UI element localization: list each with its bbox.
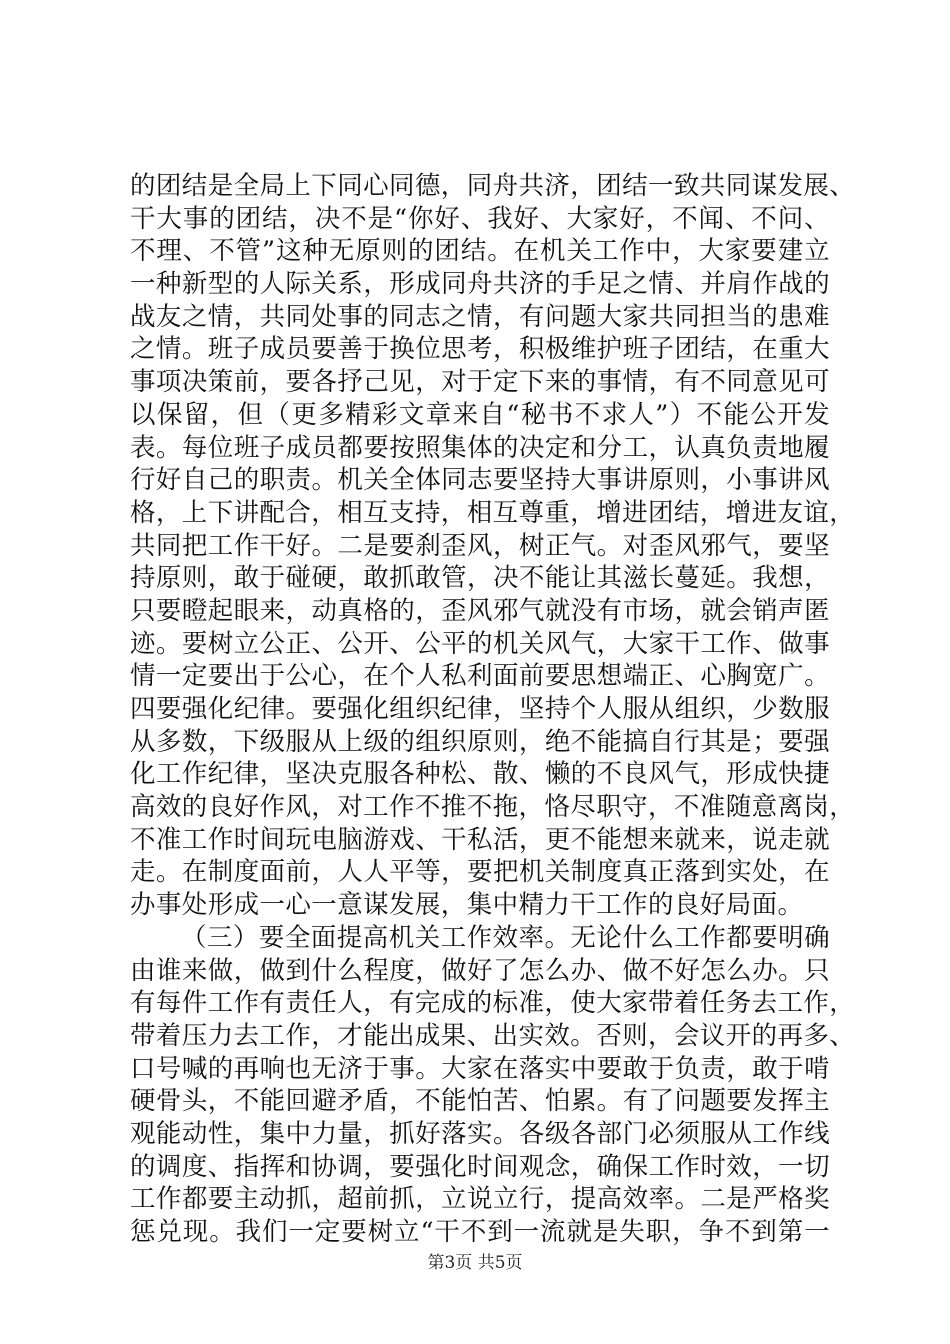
- text-line: 干大事的团结，决不是“你好、我好、大家好，不闻、不问、: [130, 203, 830, 234]
- text-line: 不准工作时间玩电脑游戏、干私活，更不能想来就来，说走就: [130, 824, 830, 855]
- text-line: 工作都要主动抓，超前抓，立说立行，提高效率。二是严格奖: [130, 1184, 830, 1215]
- text-line: 不理、不管”这种无原则的团结。在机关工作中，大家要建立: [130, 236, 830, 267]
- text-line: 只要瞪起眼来，动真格的，歪风邪气就没有市场，就会销声匿: [130, 595, 830, 626]
- text-line: 带着压力去工作，才能出成果、出实效。否则，会议开的再多、: [130, 1020, 856, 1051]
- text-line: 共同把工作干好。二是要刹歪风，树正气。对歪风邪气，要坚: [130, 530, 830, 561]
- text-line: 化工作纪律，坚决克服各种松、散、懒的不良风气，形成快捷: [130, 759, 830, 790]
- body-text: [130, 170, 856, 1249]
- text-line: 战友之情，共同处事的同志之情，有问题大家共同担当的患难: [130, 301, 830, 332]
- text-line: 办事处形成一心一意谋发展，集中精力干工作的良好局面。: [130, 890, 804, 921]
- text-line: 行好自己的职责。机关全体同志要坚持大事讲原则，小事讲风: [130, 465, 830, 496]
- text-line: 观能动性，集中力量，抓好落实。各级各部门必须服从工作线: [130, 1118, 830, 1149]
- text-line: 高效的良好作风，对工作不推不拖，恪尽职守，不准随意离岗，: [130, 792, 856, 823]
- text-line: 口号喊的再响也无济于事。大家在落实中要敢于负责，敢于啃: [130, 1053, 830, 1084]
- text-line: 一种新型的人际关系，形成同舟共济的手足之情、并肩作战的: [130, 269, 830, 300]
- text-line: 有每件工作有责任人，有完成的标准，使大家带着任务去工作，: [130, 988, 856, 1019]
- text-line: 事项决策前，要各抒己见，对于定下来的事情，有不同意见可: [130, 367, 830, 398]
- text-line: 硬骨头，不能回避矛盾，不能怕苦、怕累。有了问题要发挥主: [130, 1086, 830, 1117]
- page-number-footer: 第3页 共5页: [427, 1253, 523, 1273]
- text-line: 的调度、指挥和协调，要强化时间观念，确保工作时效，一切: [130, 1151, 830, 1182]
- text-line: 情一定要出于公心，在个人私利面前要思想端正、心胸宽广。: [130, 661, 830, 692]
- text-line: 惩兑现。我们一定要树立“干不到一流就是失职，争不到第一: [130, 1217, 830, 1247]
- text-line: 从多数，下级服从上级的组织原则，绝不能搞自行其是；要强: [130, 726, 830, 757]
- text-line: 迹。要树立公正、公开、公平的机关风气，大家干工作、做事: [130, 628, 830, 659]
- paragraph-first-line: （三）要全面提高机关工作效率。无论什么工作都要明确: [181, 922, 830, 953]
- text-line: 表。每位班子成员都要按照集体的决定和分工，认真负责地履: [130, 432, 830, 463]
- text-line: 四要强化纪律。要强化组织纪律，坚持个人服从组织，少数服: [130, 694, 830, 724]
- text-line: 走。在制度面前，人人平等，要把机关制度真正落到实处，在: [130, 857, 830, 888]
- text-line: 由谁来做，做到什么程度，做好了怎么办、做不好怎么办。只: [130, 955, 830, 986]
- text-line: 以保留，但（更多精彩文章来自“秘书不求人”）不能公开发: [130, 399, 830, 430]
- text-line: 格，上下讲配合，相互支持，相互尊重，增进团结，增进友谊，: [130, 497, 856, 528]
- text-line: 持原则，敢于碰硬，敢抓敢管，决不能让其滋长蔓延。我想，: [130, 563, 830, 594]
- text-line: 的团结是全局上下同心同德，同舟共济，团结一致共同谋发展、: [130, 171, 856, 201]
- text-line: 之情。班子成员要善于换位思考，积极维护班子团结，在重大: [130, 334, 830, 365]
